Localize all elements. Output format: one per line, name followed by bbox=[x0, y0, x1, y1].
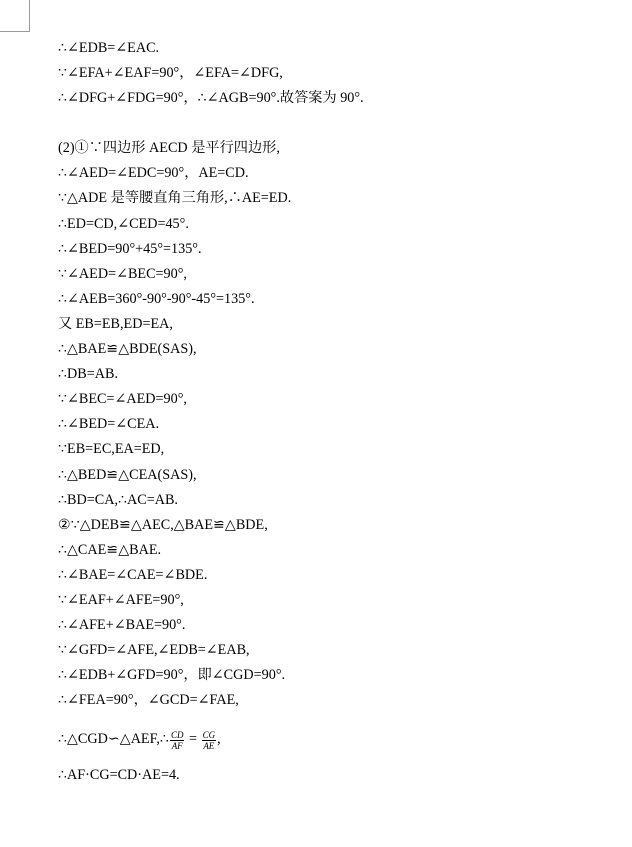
text-line: (2)①∵四边形 AECD 是平行四边形, bbox=[58, 140, 280, 157]
text-line: ∴∠AEB=360°-90°-90°-45°=135°. bbox=[58, 290, 255, 307]
fraction-cd-af bbox=[170, 730, 185, 751]
text-line: ∴DB=AB. bbox=[58, 366, 118, 383]
text-line: ∴∠AFE+∠BAE=90°. bbox=[58, 617, 186, 634]
text-line: ∴△BED≌△CEA(SAS), bbox=[58, 466, 197, 483]
similar-triangles-line bbox=[58, 717, 598, 761]
equals-sign: = bbox=[185, 731, 201, 748]
text-line: ∴∠DFG+∠FDG=90°，∴∠AGB=90°.故答案为 90°. bbox=[58, 90, 364, 107]
text-line: ∴∠EDB=∠EAC. bbox=[58, 40, 160, 56]
text-line: ②∵△DEB≌△AEC,△BAE≌△BDE, bbox=[58, 516, 268, 533]
text-line: ∵∠EFA+∠EAF=90°，∠EFA=∠DFG, bbox=[58, 65, 283, 82]
final-result-line: ∴AF·CG=CD·AE=4. bbox=[58, 767, 180, 784]
text-line: ∴△BAE≌△BDE(SAS), bbox=[58, 341, 197, 358]
text-line: ∴ED=CD,∠CED=45°. bbox=[58, 215, 189, 232]
text-line: ∵∠BEC=∠AED=90°, bbox=[58, 391, 187, 408]
page-corner-mark bbox=[0, 0, 30, 32]
text-line: ∴∠FEA=90°，∠GCD=∠FAE, bbox=[58, 692, 239, 709]
text-line: ∵△ADE 是等腰直角三角形,∴AE=ED. bbox=[58, 190, 292, 207]
text-line: ∴∠BED=∠CEA. bbox=[58, 416, 160, 433]
similar-suffix: , bbox=[217, 731, 221, 748]
fraction-numerator: CG bbox=[202, 729, 216, 740]
text-line: ∴∠BAE=∠CAE=∠BDE. bbox=[58, 566, 208, 583]
text-line: ∵EB=EC,EA=ED, bbox=[58, 441, 165, 458]
text-line: ∵∠GFD=∠AFE,∠EDB=∠EAB, bbox=[58, 642, 250, 659]
fraction-denominator: AF bbox=[171, 740, 183, 751]
fraction-denominator: AE bbox=[203, 740, 215, 751]
text-line: ∴∠AED=∠EDC=90°，AE=CD. bbox=[58, 165, 249, 182]
text-line: ∴BD=CA,∴AC=AB. bbox=[58, 491, 178, 508]
fraction-cg-ae bbox=[202, 730, 217, 751]
fraction-numerator: CD bbox=[170, 729, 184, 740]
text-line: ∵∠EAF+∠AFE=90°, bbox=[58, 591, 184, 608]
text-line: 又 EB=EB,ED=EA, bbox=[58, 315, 173, 332]
text-line: ∴∠EDB+∠GFD=90°，即∠CGD=90°. bbox=[58, 667, 286, 684]
similar-prefix: ∴△CGD∽△AEF,∴ bbox=[58, 731, 169, 748]
text-line: ∴∠BED=90°+45°=135°. bbox=[58, 240, 202, 257]
text-line: ∴△CAE≌△BAE. bbox=[58, 541, 162, 558]
text-line: ∵∠AED=∠BEC=90°, bbox=[58, 265, 187, 282]
document-body bbox=[58, 36, 598, 789]
